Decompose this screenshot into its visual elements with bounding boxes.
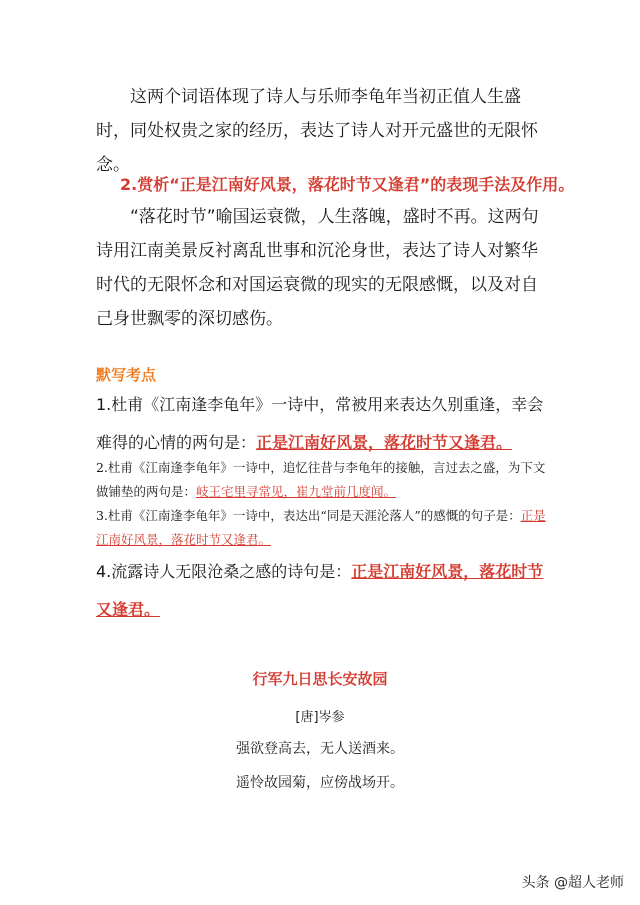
item-answer: 岐王宅里寻常见，崔九堂前几度闻。 (196, 484, 397, 499)
item-prompt: 4.流露诗人无限沧桑之感的诗句是： (96, 562, 352, 581)
recitation-item-1 (96, 386, 548, 462)
section-title: 默写考点 (96, 366, 157, 384)
item-prompt: 2.杜甫《江南逢李龟年》一诗中，追忆往昔与李龟年的接触，言过去之盛，为下文做铺垫的两句是： (96, 460, 546, 499)
poem-line-1: 强欲登高去，无人送酒来。 (236, 741, 404, 757)
recitation-item-2 (96, 456, 548, 504)
item-answer: 正是江南好风景，落花时节又逢君。 (96, 562, 544, 619)
poem-title: 行军九日思长安故园 (252, 670, 388, 688)
question-2-heading: 2.赏析“正是江南好风景，落花时节又逢君”的表现手法及作用。 (120, 175, 575, 194)
item-answer: 正是江南好风景，落花时节又逢君。 (256, 433, 513, 452)
recitation-item-4 (96, 553, 548, 629)
item-prompt: 3.杜甫《江南逢李龟年》一诗中，表达出“同是天涯沦落人”的感慨的句子是： (96, 508, 521, 523)
recitation-item-3 (96, 504, 548, 552)
watermark: 头条 @超人老师 (521, 875, 624, 891)
poem-author: [唐]岑参 (295, 710, 345, 725)
item-answer: 正是江南好风景，落花时节又逢君。 (96, 508, 546, 547)
paragraph-analysis: “落花时节”喻国运衰微，人生落魄，盛时不再。这两句诗用江南美景反衬离乱世事和沉沦身世，表达了诗人对繁华时代的无限怀念和对国运衰微的现实的无限感慨，以及对自己身世飘零的深切感伤。 (96, 207, 539, 329)
poem-line-2: 遥怜故园菊，应傍战场开。 (236, 775, 404, 791)
paragraph-nostalgia: 这两个词语体现了诗人与乐师李龟年当初正值人生盛时，同处权贵之家的经历，表达了诗人对开元盛世的无限怀念。 (96, 87, 538, 175)
item-prompt: 1.杜甫《江南逢李龟年》一诗中，常被用来表达久别重逢，幸会难得的心情的两句是： (96, 395, 544, 452)
